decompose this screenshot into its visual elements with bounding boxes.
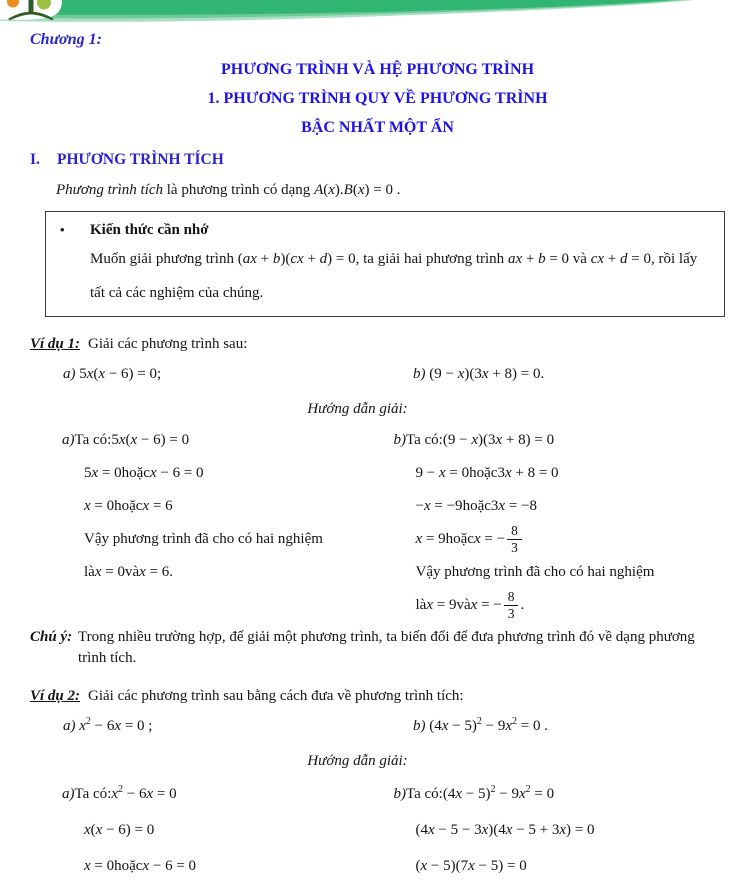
text-segment: . bbox=[520, 597, 525, 613]
text-segment: là bbox=[415, 597, 427, 613]
text-segment: Ta có: bbox=[406, 432, 443, 448]
math-expression: x(x − 6) = 0 bbox=[84, 821, 155, 838]
math-expression: (4x − 5 − 3x)(4x − 5 + 3x) = 0 bbox=[415, 821, 595, 838]
text-segment: , ta giải hai phương trình bbox=[355, 251, 508, 267]
math-expression: $(4x - 5)^2 - 9x^2 = 0$ bbox=[429, 716, 541, 734]
text-segment: . bbox=[540, 366, 545, 382]
text-segment: . bbox=[540, 718, 548, 734]
math-expression: 5x(x − 6) = 0 bbox=[111, 432, 190, 448]
math-expression: 3x = −8 bbox=[490, 498, 537, 514]
example2-item-a bbox=[63, 718, 152, 735]
chapter-label: Chương 1: bbox=[30, 31, 102, 48]
text-segment: ; bbox=[144, 718, 153, 734]
solution-line bbox=[394, 523, 726, 556]
math-expression: x = 0 bbox=[84, 498, 115, 514]
math-expression: x − 6 = 0 bbox=[142, 857, 197, 874]
solution-line bbox=[394, 457, 726, 490]
math-expression: x = − bbox=[470, 597, 502, 613]
text-segment: . bbox=[392, 182, 401, 198]
math-expression: x = 0 bbox=[84, 857, 115, 874]
example1-solution-col-b bbox=[378, 424, 726, 622]
fraction: $\frac{8}{3}$ bbox=[504, 589, 519, 621]
header-banner bbox=[0, 0, 753, 26]
solution-line bbox=[62, 812, 378, 848]
section-title: PHƯƠNG TRÌNH TÍCH bbox=[57, 151, 224, 168]
math-expression: (9 − x)(3x + 8) = 0 bbox=[429, 366, 541, 382]
solution-line bbox=[62, 848, 378, 884]
text-segment: Ta có: bbox=[74, 785, 112, 802]
italic-text: Phương trình tích bbox=[56, 182, 164, 198]
italic-text: a) bbox=[62, 785, 75, 802]
math-expression: A(x).B(x) = 0 bbox=[314, 182, 393, 198]
note-text: Trong nhiều trường hợp, để giải một phương trình, ta biến đổi để đưa phương trình đó về dạng phương trình tích. bbox=[78, 629, 695, 666]
example2-label: Ví dụ 2: bbox=[30, 688, 81, 704]
italic-text: b) bbox=[393, 785, 406, 802]
math-expression: x = 6 bbox=[142, 498, 173, 514]
solution-line bbox=[62, 556, 378, 589]
math-expression: $(4x - 5)^2 - 9x^2 = 0$ bbox=[442, 783, 555, 802]
math-expression: x = 6 bbox=[139, 564, 170, 580]
fraction: $\frac{8}{3}$ bbox=[507, 523, 522, 555]
definition-line bbox=[30, 180, 725, 200]
italic-text: a) bbox=[63, 366, 76, 382]
solution-line bbox=[62, 457, 378, 490]
example2-solution-col-a bbox=[30, 776, 378, 884]
example1-items bbox=[30, 366, 725, 390]
text-segment: , rồi lấy tất cả các nghiệm của chúng. bbox=[90, 251, 698, 301]
math-expression: x − 6 = 0 bbox=[149, 465, 204, 481]
math-expression: 5x(x − 6) = 0 bbox=[79, 366, 158, 382]
text-segment: và bbox=[456, 597, 471, 613]
example1-item-a bbox=[63, 366, 161, 383]
solution-line bbox=[62, 523, 378, 556]
example2-items bbox=[30, 718, 725, 742]
example2-heading bbox=[30, 686, 725, 706]
title-line-1: PHƯƠNG TRÌNH VÀ HỆ PHƯƠNG TRÌNH bbox=[220, 61, 535, 78]
text-segment: ; bbox=[157, 366, 162, 382]
document-title bbox=[30, 55, 725, 142]
example1-guide-heading: Hướng dẫn giải: bbox=[307, 401, 408, 417]
text-segment: là bbox=[84, 564, 95, 580]
solution-line bbox=[394, 490, 726, 523]
text-segment: hoặc bbox=[114, 498, 143, 514]
math-expression: cx + d = 0 bbox=[590, 251, 651, 267]
text-segment: Ta có: bbox=[406, 785, 443, 802]
italic-text: b) bbox=[413, 718, 426, 734]
example1-item-b bbox=[413, 366, 544, 383]
solution-line bbox=[394, 776, 726, 812]
solution-line bbox=[62, 776, 378, 812]
text-segment: và bbox=[124, 564, 140, 580]
solution-line bbox=[394, 424, 726, 457]
section-number: I. bbox=[30, 151, 40, 168]
note-block bbox=[30, 627, 725, 669]
text-segment: và bbox=[569, 251, 591, 267]
text-segment: . bbox=[169, 564, 174, 580]
math-expression: 5x = 0 bbox=[84, 465, 122, 481]
knowledge-box-title-text: Kiến thức cần nhớ bbox=[90, 222, 209, 238]
example1-solution-col-a bbox=[30, 424, 378, 589]
math-expression: 9 − x = 0 bbox=[415, 465, 470, 481]
note-label: Chú ý: bbox=[30, 629, 73, 645]
example2-item-b bbox=[413, 718, 548, 735]
text-segment: Ta có: bbox=[74, 432, 112, 448]
math-expression: ax + b = 0 bbox=[507, 251, 570, 267]
bullet-icon: • bbox=[60, 222, 65, 237]
text-segment: hoặc bbox=[114, 857, 143, 874]
example2-solution bbox=[30, 776, 725, 884]
knowledge-box-body bbox=[90, 242, 712, 310]
text-segment: hoặc bbox=[469, 465, 498, 481]
math-expression: x = 9 bbox=[415, 531, 446, 547]
example1-solution bbox=[30, 424, 725, 622]
text-segment: Muốn giải phương trình bbox=[90, 251, 238, 267]
example1-heading bbox=[30, 334, 725, 354]
banner-wave-graphic bbox=[0, 0, 753, 26]
math-expression: $x^2 - 6x = 0$ bbox=[111, 783, 177, 802]
solution-line bbox=[394, 556, 726, 589]
math-expression: (ax + b)(cx + d) = 0 bbox=[237, 251, 356, 267]
solution-line bbox=[62, 424, 378, 457]
text-segment: hoặc bbox=[445, 531, 474, 547]
example1-prompt: Giải các phương trình sau: bbox=[88, 336, 248, 352]
document-content bbox=[0, 31, 753, 884]
text-segment: Vậy phương trình đã cho có hai nghiệm bbox=[415, 564, 655, 580]
text-segment: Vậy phương trình đã cho có hai nghiệm bbox=[84, 531, 323, 547]
section-heading bbox=[30, 151, 725, 169]
title-line-2: 1. PHƯƠNG TRÌNH QUY VỀ PHƯƠNG TRÌNH bbox=[207, 90, 548, 107]
solution-line bbox=[394, 589, 726, 622]
text-segment: là phương trình có dạng bbox=[163, 182, 315, 198]
example2-prompt: Giải các phương trình sau bằng cách đưa về phương trình tích: bbox=[88, 688, 464, 704]
knowledge-box bbox=[45, 211, 725, 317]
text-segment: hoặc bbox=[121, 465, 150, 481]
solution-line bbox=[394, 848, 726, 884]
italic-text: a) bbox=[63, 718, 76, 734]
math-expression: (9 − x)(3x + 8) = 0 bbox=[442, 432, 555, 448]
math-expression: −x = −9 bbox=[415, 498, 463, 514]
solution-line bbox=[62, 490, 378, 523]
example2-guide-heading: Hướng dẫn giải: bbox=[307, 753, 408, 769]
example1-label: Ví dụ 1: bbox=[30, 336, 81, 352]
math-expression: x = − bbox=[473, 531, 506, 547]
math-expression: x = 9 bbox=[426, 597, 457, 613]
italic-text: b) bbox=[413, 366, 426, 382]
math-expression: 3x + 8 = 0 bbox=[497, 465, 559, 481]
example2-solution-col-b bbox=[378, 776, 726, 884]
italic-text: b) bbox=[393, 432, 406, 448]
title-line-3: BẬC NHẤT MỘT ẨN bbox=[301, 119, 454, 136]
solution-line bbox=[394, 812, 726, 848]
knowledge-box-title bbox=[60, 221, 712, 239]
math-expression: (x − 5)(7x − 5) = 0 bbox=[415, 857, 527, 874]
math-expression: x = 0 bbox=[94, 564, 125, 580]
italic-text: a) bbox=[62, 432, 75, 448]
math-expression: $x^2 - 6x = 0$ bbox=[79, 716, 145, 734]
text-segment: hoặc bbox=[462, 498, 491, 514]
